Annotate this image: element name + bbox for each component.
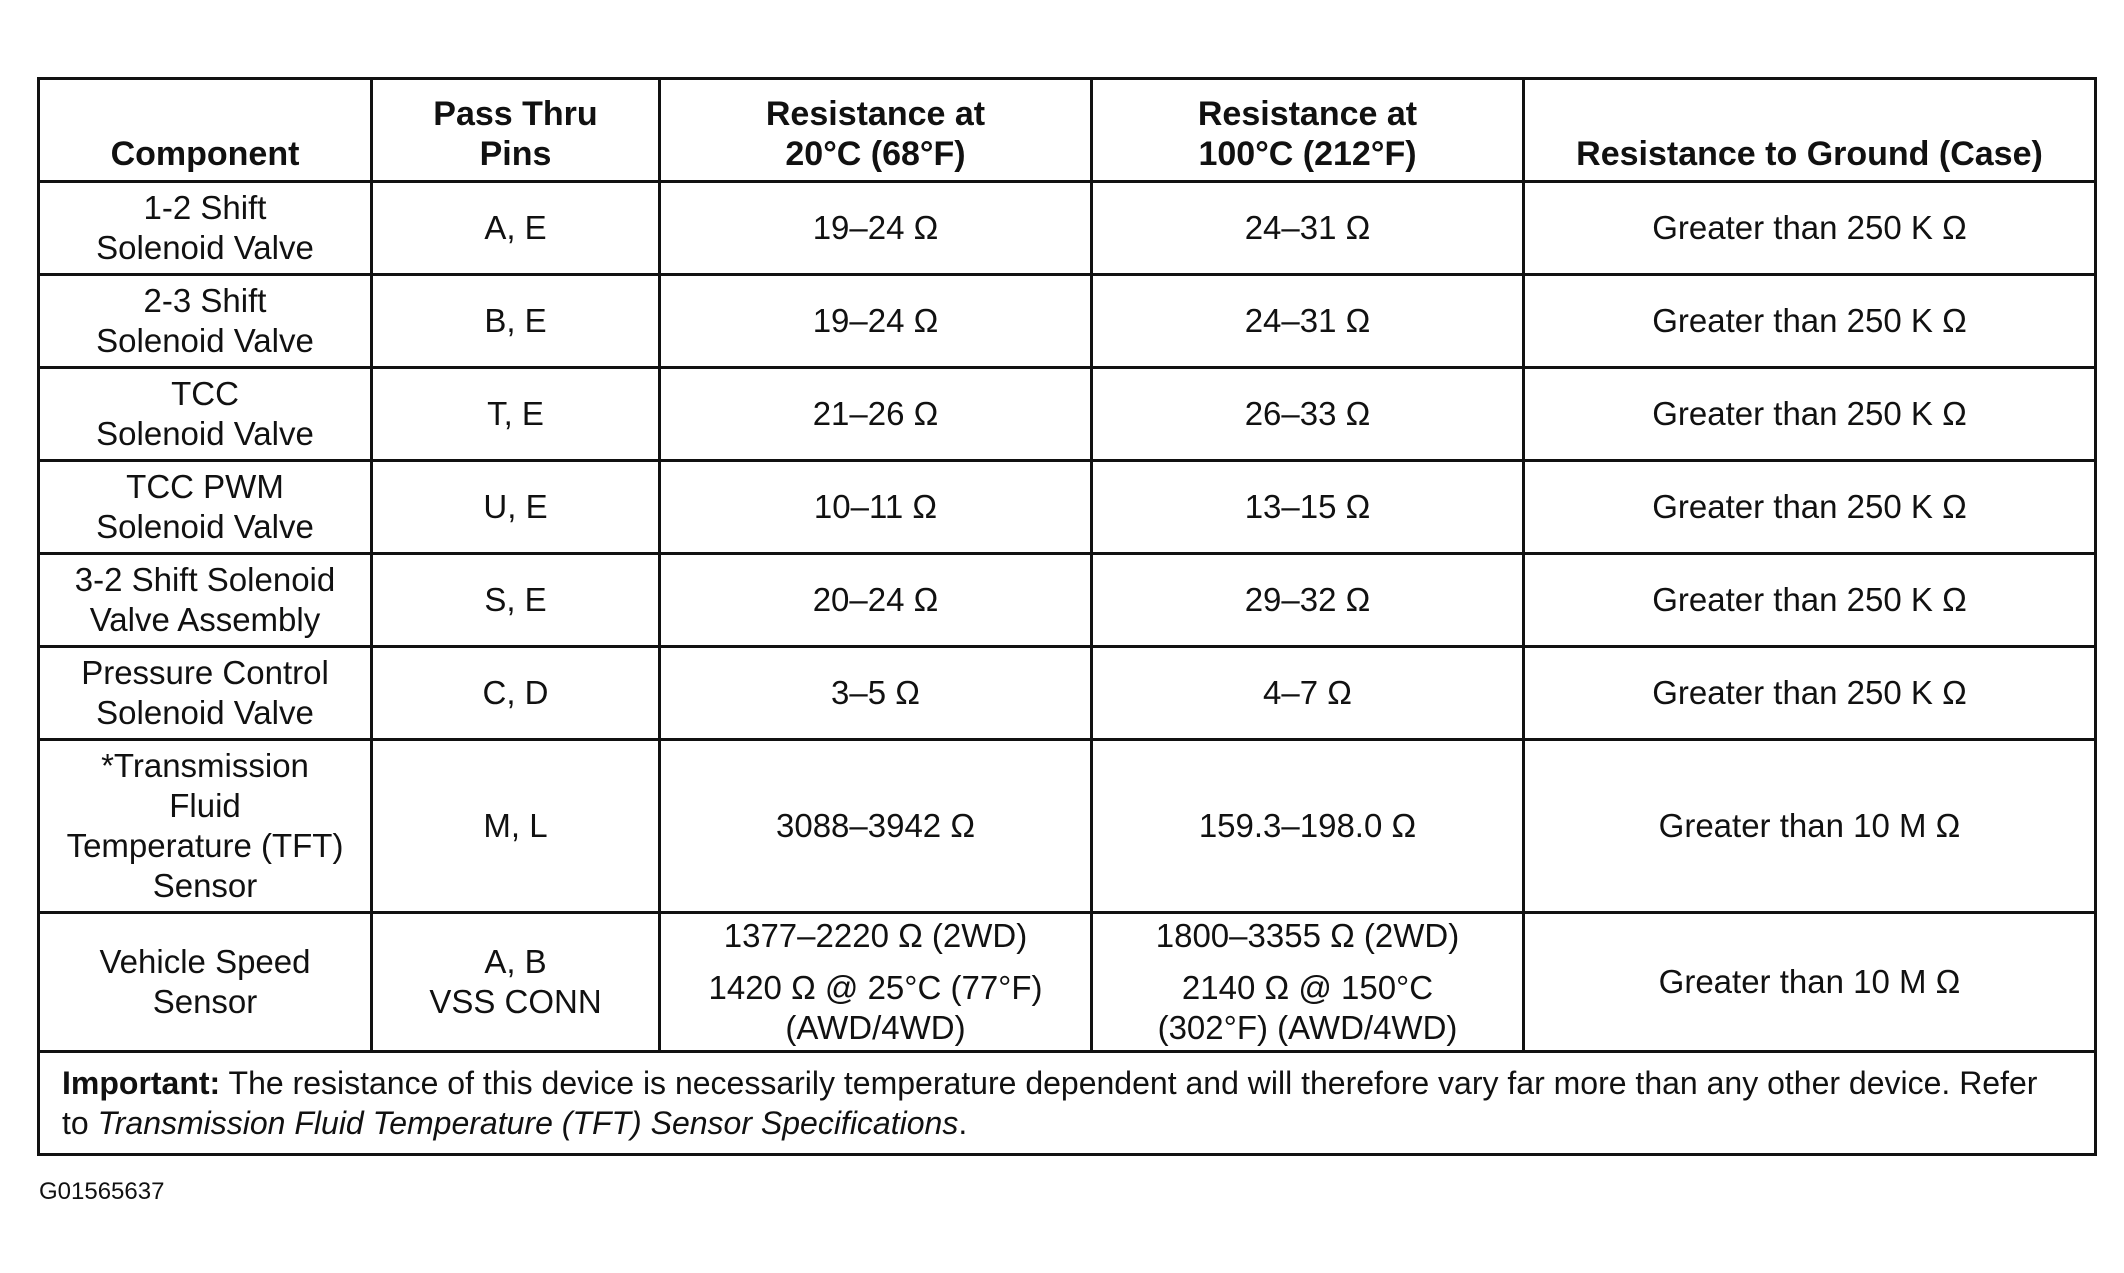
header-resistance-to-ground: Resistance to Ground (Case) <box>1524 79 2096 182</box>
cell-ground: Greater than 10 M Ω <box>1524 740 2096 913</box>
cell-r100: 24–31 Ω <box>1092 182 1524 275</box>
cell-ground: Greater than 250 K Ω <box>1524 461 2096 554</box>
cell-ground: Greater than 250 K Ω <box>1524 554 2096 647</box>
cell-component: 3-2 Shift Solenoid Valve Assembly <box>39 554 372 647</box>
table-row <box>39 647 2096 740</box>
cell-component: Vehicle Speed Sensor <box>39 913 372 1052</box>
cell-r20: 21–26 Ω <box>660 368 1092 461</box>
cell-pins: A, B VSS CONN <box>372 913 660 1052</box>
cell-pins: B, E <box>372 275 660 368</box>
cell-r20: 1377–2220 Ω (2WD) 1420 Ω @ 25°C (77°F) (AWD/4WD) <box>660 913 1092 1052</box>
cell-ground: Greater than 250 K Ω <box>1524 275 2096 368</box>
cell-r20: 3–5 Ω <box>660 647 1092 740</box>
cell-r20: 20–24 Ω <box>660 554 1092 647</box>
cell-r100: 1800–3355 Ω (2WD) 2140 Ω @ 150°C (302°F) (AWD/4WD) <box>1092 913 1524 1052</box>
cell-pins: M, L <box>372 740 660 913</box>
cell-pins: T, E <box>372 368 660 461</box>
cell-ground: Greater than 250 K Ω <box>1524 182 2096 275</box>
cell-component: *Transmission Fluid Temperature (TFT) Sensor <box>39 740 372 913</box>
note-reference: Transmission Fluid Temperature (TFT) Sensor Specifications <box>97 1105 959 1141</box>
cell-pins: A, E <box>372 182 660 275</box>
header-resistance-100c: Resistance at 100°C (212°F) <box>1092 79 1524 182</box>
cell-ground: Greater than 250 K Ω <box>1524 368 2096 461</box>
important-note <box>39 1052 2096 1155</box>
table-row <box>39 740 2096 913</box>
note-end: . <box>958 1105 968 1141</box>
cell-component: TCC Solenoid Valve <box>39 368 372 461</box>
table-row <box>39 368 2096 461</box>
table-row <box>39 182 2096 275</box>
cell-r20: 19–24 Ω <box>660 275 1092 368</box>
header-resistance-20c: Resistance at 20°C (68°F) <box>660 79 1092 182</box>
cell-r100: 24–31 Ω <box>1092 275 1524 368</box>
cell-component: TCC PWM Solenoid Valve <box>39 461 372 554</box>
cell-r20: 19–24 Ω <box>660 182 1092 275</box>
figure-id: G01565637 <box>39 1178 165 1205</box>
cell-component: Pressure Control Solenoid Valve <box>39 647 372 740</box>
cell-pins: S, E <box>372 554 660 647</box>
cell-pins: C, D <box>372 647 660 740</box>
table-header-row <box>39 79 2096 182</box>
cell-r100: 29–32 Ω <box>1092 554 1524 647</box>
table-row <box>39 554 2096 647</box>
cell-ground: Greater than 10 M Ω <box>1524 913 2096 1052</box>
cell-component: 2-3 Shift Solenoid Valve <box>39 275 372 368</box>
header-component: Component <box>39 79 372 182</box>
cell-r100: 4–7 Ω <box>1092 647 1524 740</box>
cell-r100: 159.3–198.0 Ω <box>1092 740 1524 913</box>
cell-r100: 26–33 Ω <box>1092 368 1524 461</box>
table-row <box>39 275 2096 368</box>
note-text: The resistance of this device is necessarily temperature dependent and will therefore vary far more than any other device. Refer to <box>62 1065 2038 1141</box>
cell-pins: U, E <box>372 461 660 554</box>
header-pass-thru-pins: Pass Thru Pins <box>372 79 660 182</box>
cell-component: 1-2 Shift Solenoid Valve <box>39 182 372 275</box>
table-row <box>39 913 2096 1052</box>
resistance-spec-table <box>37 77 2097 1156</box>
note-row <box>39 1052 2096 1155</box>
table-row <box>39 461 2096 554</box>
cell-r100: 13–15 Ω <box>1092 461 1524 554</box>
cell-ground: Greater than 250 K Ω <box>1524 647 2096 740</box>
note-label: Important: <box>62 1065 221 1101</box>
cell-r20: 10–11 Ω <box>660 461 1092 554</box>
cell-r20: 3088–3942 Ω <box>660 740 1092 913</box>
